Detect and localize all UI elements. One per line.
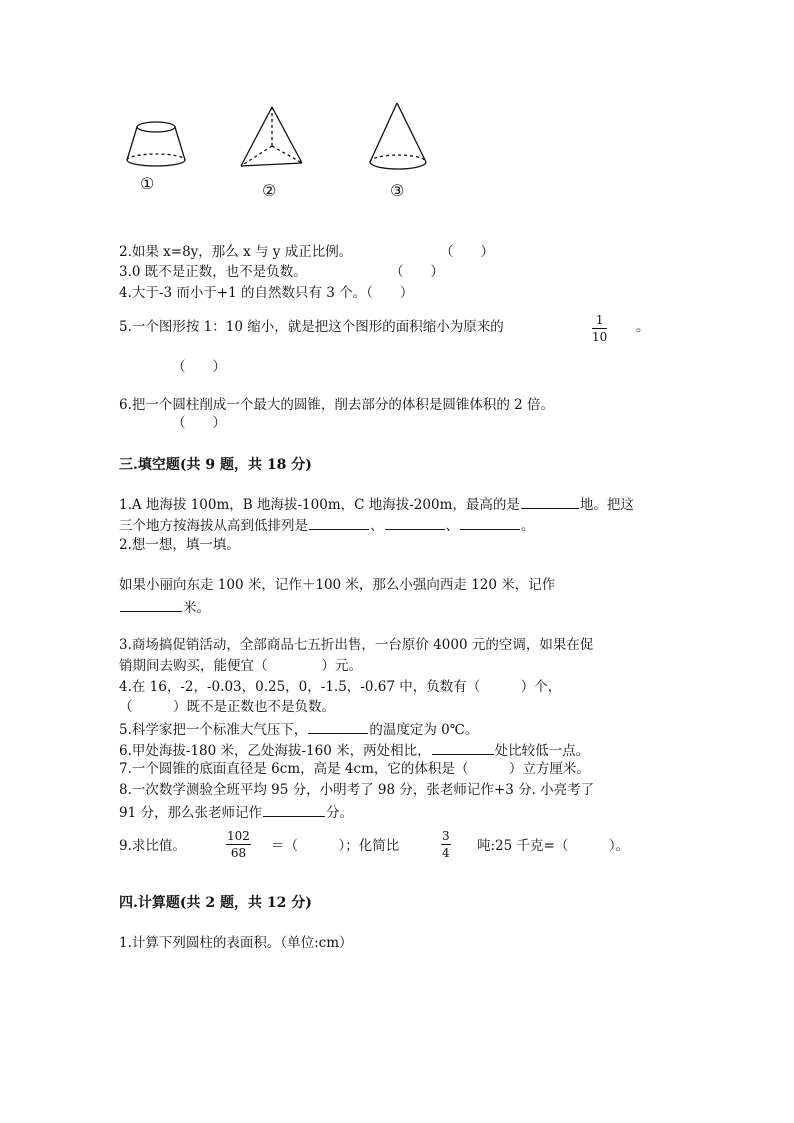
fill-q1-sep-2: 、 bbox=[445, 518, 459, 534]
frustum-figure bbox=[127, 122, 185, 166]
fraction-bar bbox=[592, 328, 607, 329]
cone-figure bbox=[370, 103, 426, 169]
judge-q2 bbox=[119, 243, 352, 261]
fill-q6-text-a: 6.甲处海拔-180 米，乙处海拔-160 米，两处相比， bbox=[119, 743, 431, 759]
fill-q9-text-a: 9.求比值。 bbox=[119, 838, 186, 854]
fraction-numerator: 3 bbox=[442, 829, 450, 843]
judge-q6: 6.把一个圆柱削成一个最大的圆锥，削去部分的体积是圆锥体积的 2 倍。 bbox=[119, 397, 555, 413]
fill-q1-blank-highest[interactable] bbox=[521, 494, 579, 509]
fill-q1-blank-2[interactable] bbox=[385, 515, 445, 530]
section4-heading: 四.计算题(共 2 题，共 12 分) bbox=[119, 895, 312, 911]
fraction-denominator: 10 bbox=[592, 330, 608, 344]
judge-q4: 4.大于-3 而小于+1 的自然数只有 3 个。（ ） bbox=[119, 285, 414, 301]
fill-q9-text-c: 吨:25 千克=（ ）。 bbox=[477, 838, 630, 854]
fill-q8-text-c: 分。 bbox=[325, 805, 353, 821]
fraction-denominator: 68 bbox=[230, 846, 247, 860]
fill-q6 bbox=[119, 740, 589, 760]
judge-q5: 5.一个图形按 1：10 缩小，就是把这个图形的面积缩小为原来的 bbox=[119, 319, 504, 335]
fill-q9-fraction-2 bbox=[441, 829, 451, 860]
figure-label-2: ② bbox=[262, 181, 277, 200]
judge-q3: 3.0 既不是正数，也不是负数。 bbox=[119, 264, 307, 280]
figure-label-3: ③ bbox=[390, 181, 405, 200]
fraction-denominator: 4 bbox=[442, 846, 450, 860]
judge-q3-paren[interactable]: （ ） bbox=[390, 264, 444, 280]
fill-q2-answer-line bbox=[119, 597, 210, 617]
fill-q1-sep-1: 、 bbox=[370, 518, 384, 534]
fill-q1-line2 bbox=[119, 515, 535, 535]
fill-q6-text-b: 处比较低一点。 bbox=[494, 743, 590, 759]
fill-q5-blank[interactable] bbox=[308, 719, 368, 734]
fill-q4-line2: （ ）既不是正数也不是负数。 bbox=[119, 699, 335, 715]
fill-q1-text-c: 三个地方按海拔从高到低排列是 bbox=[119, 518, 308, 534]
fill-q3-line2: 销期间去购买，能便宜（ ）元。 bbox=[119, 658, 362, 674]
fraction-numerator: 1 bbox=[595, 313, 604, 327]
fill-q2-body: 如果小丽向东走 100 米，记作＋100 米，那么小强向西走 120 米，记作 bbox=[119, 577, 556, 593]
fill-q1-text-a: 1.A 地海拔 100m，B 地海拔-100m，C 地海拔-200m，最高的是 bbox=[119, 497, 520, 513]
fraction-bar bbox=[441, 844, 451, 845]
fill-q8-line2 bbox=[119, 802, 353, 822]
fill-q5 bbox=[119, 719, 478, 739]
fill-q3-line1: 3.商场搞促销活动，全部商品七五折出售，一台原价 4000 元的空调，如果在促 bbox=[119, 637, 594, 653]
judge-q5-end: 。 bbox=[636, 319, 650, 335]
fraction-numerator: 102 bbox=[227, 829, 250, 843]
pyramid-figure bbox=[241, 107, 302, 166]
fill-q6-blank[interactable] bbox=[432, 740, 494, 755]
fill-q9-text-b: ＝（ ）；化简比 bbox=[271, 838, 400, 854]
fill-q2: 2.想一想，填一填。 bbox=[119, 537, 240, 553]
judge-q2-text: 2.如果 x=8y，那么 x 与 y 成正比例。 bbox=[119, 244, 353, 260]
fill-q8-blank[interactable] bbox=[263, 802, 325, 817]
fill-q7: 7.一个圆锥的底面直径是 6cm，高是 4cm，它的体积是（ ）立方厘米。 bbox=[119, 761, 590, 777]
section3-heading: 三.填空题(共 9 题，共 18 分) bbox=[119, 457, 312, 473]
fill-q1-blank-3[interactable] bbox=[460, 515, 520, 530]
fill-q1-text-b: 地。把这 bbox=[579, 497, 634, 513]
fill-q8-line1: 8.一次数学测验全班平均 95 分，小明考了 98 分，张老师记作+3 分. 小亮考了 bbox=[119, 782, 595, 798]
judge-q6-paren[interactable]: （ ） bbox=[172, 415, 226, 431]
fill-q2-blank[interactable] bbox=[120, 597, 182, 612]
judge-q2-paren[interactable]: （ ） bbox=[440, 244, 494, 260]
fill-q9-fraction-1 bbox=[226, 829, 251, 860]
fill-q4-line1: 4.在 16，-2，-0.03，0.25，0，-1.5，-0.67 中，负数有（ ）个， bbox=[119, 679, 562, 695]
fill-q5-text-b: 的温度定为 0℃。 bbox=[369, 722, 479, 738]
fill-q1-blank-1[interactable] bbox=[309, 515, 369, 530]
fill-q8-text-b: 91 分，那么张老师记作 bbox=[119, 805, 262, 821]
fill-q1-line1 bbox=[119, 494, 634, 514]
fraction-bar bbox=[226, 844, 251, 845]
fill-q2-unit: 米。 bbox=[183, 600, 210, 616]
fill-q1-end: 。 bbox=[521, 518, 535, 534]
judge-q5-fraction bbox=[592, 313, 607, 344]
fill-q5-text-a: 5.科学家把一个标准大气压下， bbox=[119, 722, 308, 738]
calc-q1: 1.计算下列圆柱的表面积。（单位:cm） bbox=[119, 935, 353, 951]
judge-q5-paren[interactable]: （ ） bbox=[172, 359, 226, 375]
figure-label-1: ① bbox=[140, 174, 155, 193]
